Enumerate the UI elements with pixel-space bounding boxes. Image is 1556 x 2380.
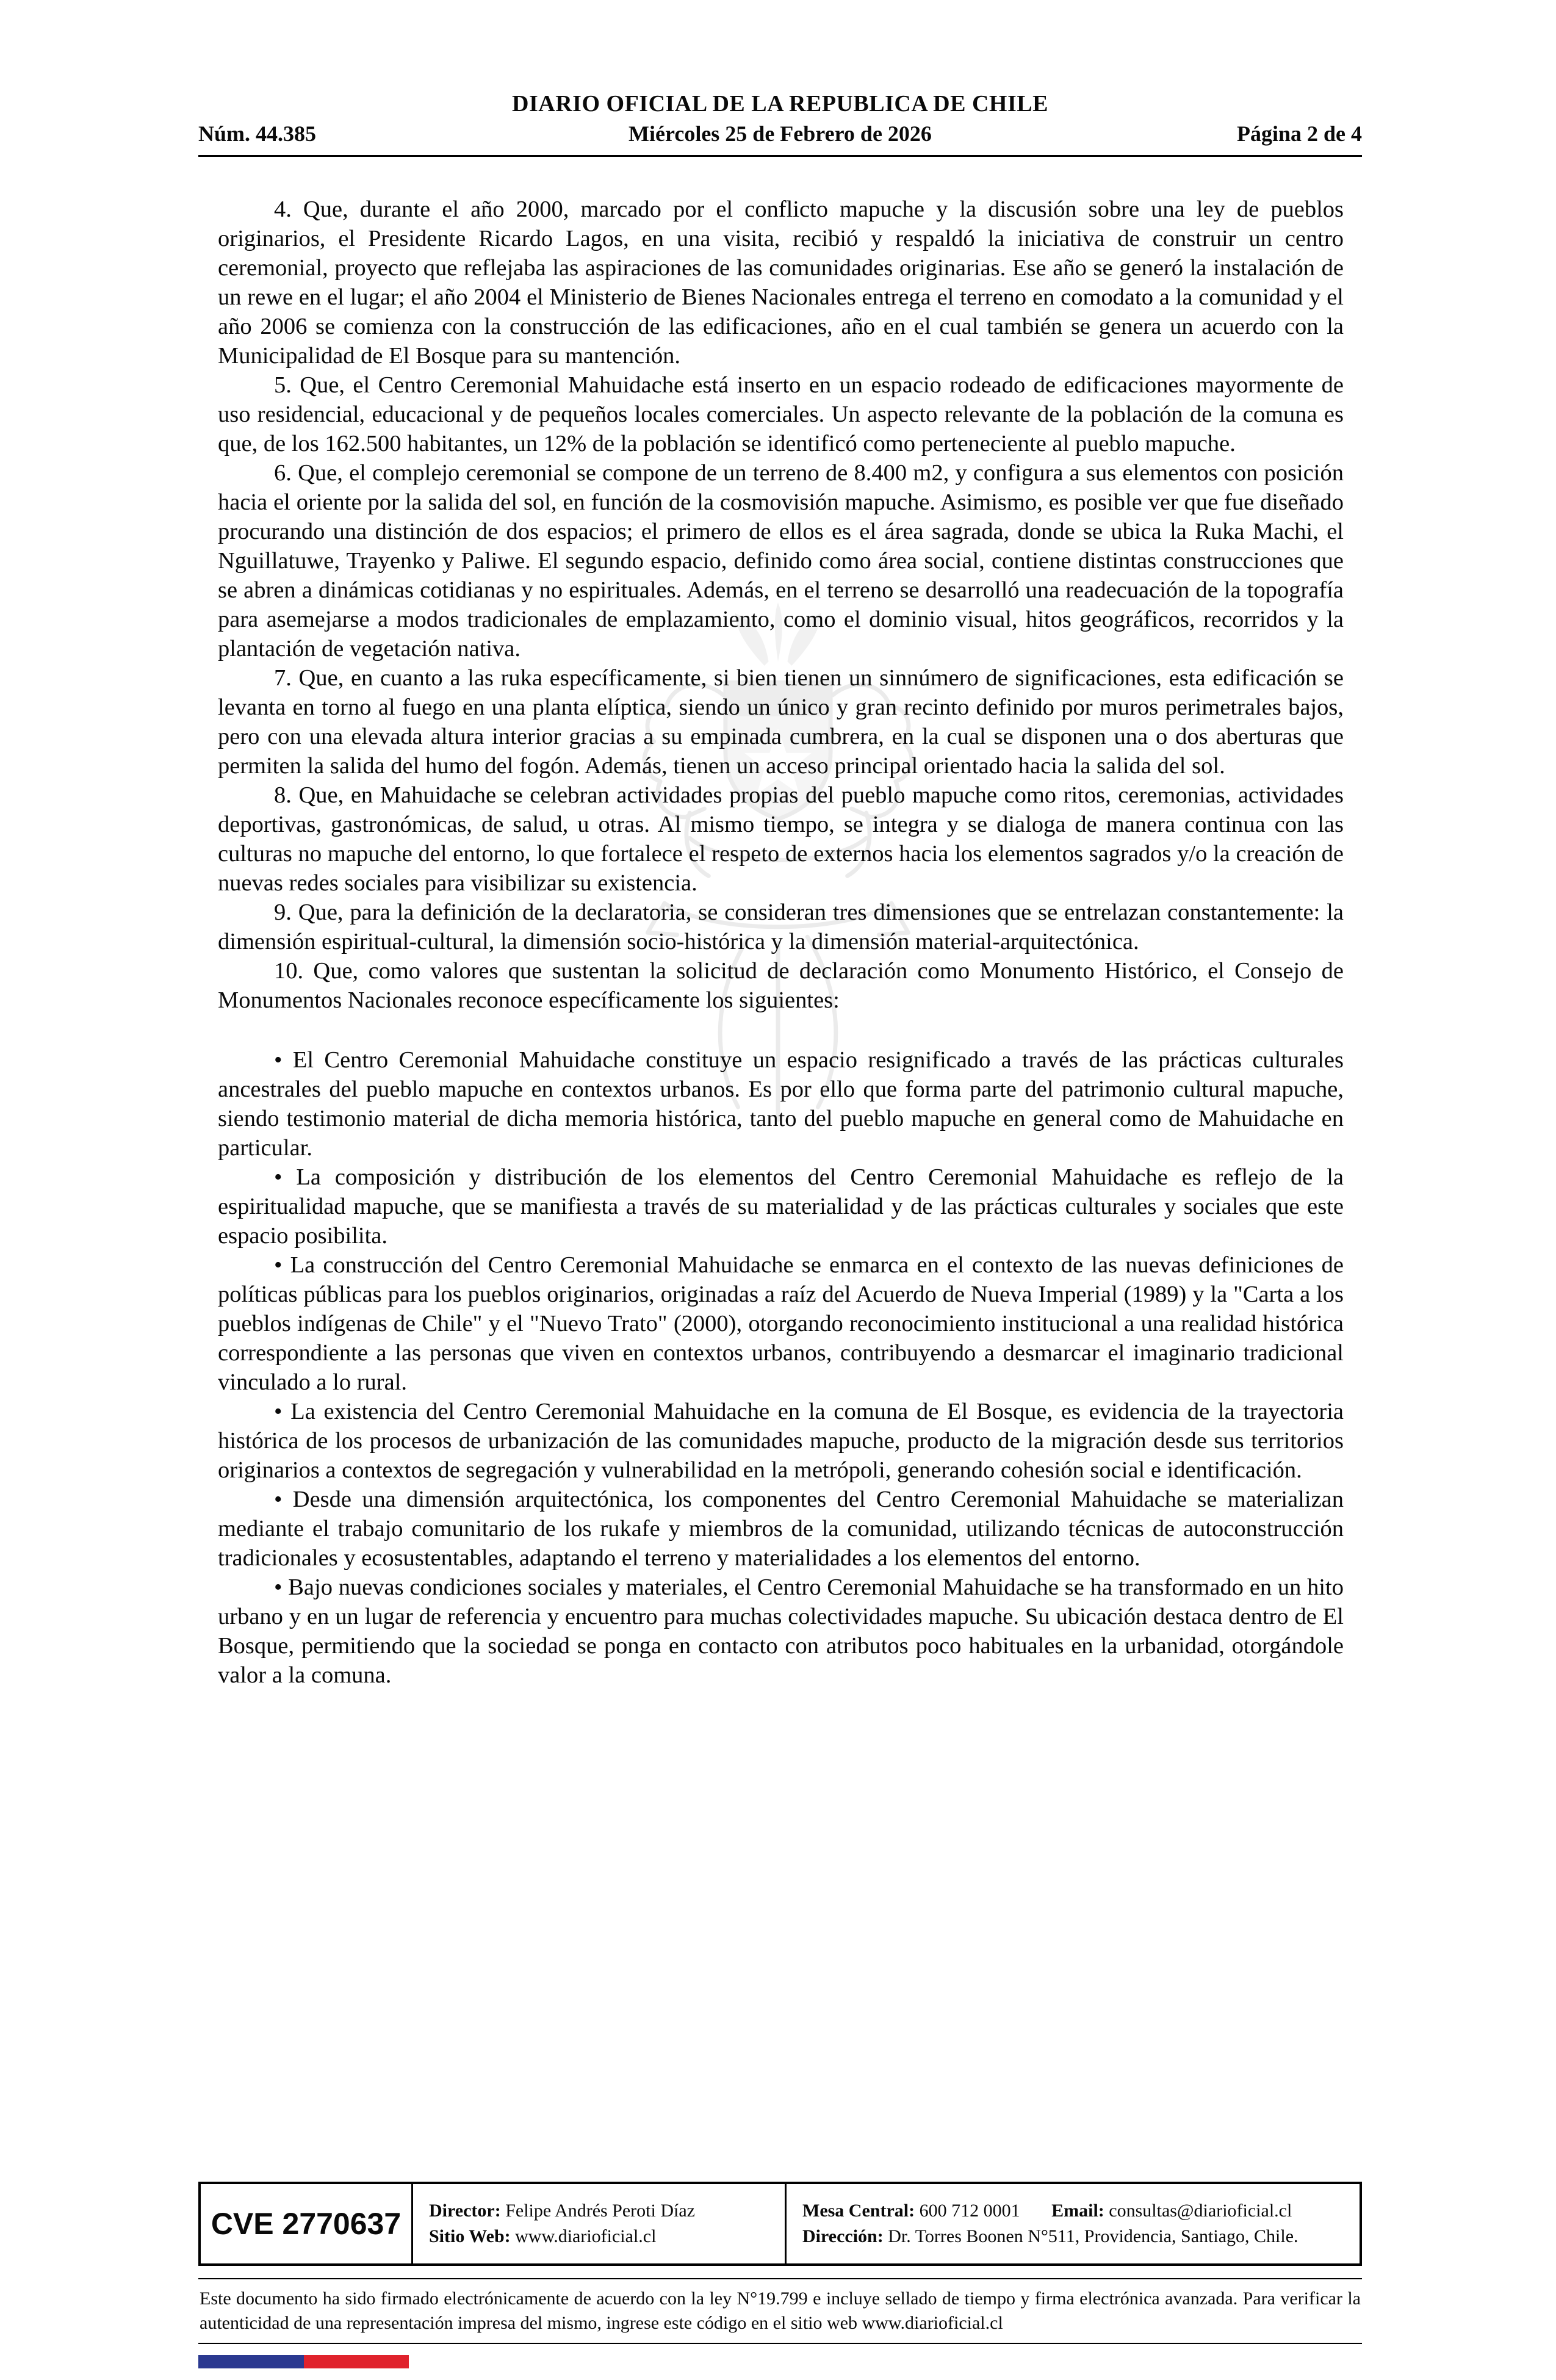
document-body	[198, 195, 1362, 1690]
page-footer	[198, 2182, 1362, 2368]
paragraph-6: 6. Que, el complejo ceremonial se compone de un terreno de 8.400 m2, y configura a sus elementos con posición hacia el oriente por la salida del sol, en función de la cosmovisión mapuche. Asimismo, es posible ver que fue diseñado procurando una distinción de dos espacios; el primero de ellos es el área sagrada, donde se ubica la Ruka Machi, el Nguillatuwe, Trayenko y Paliwe. El segundo espacio, definido como área social, contiene distintas construcciones que se abren a dinámicas cotidianas y no espirituales. Además, en el terreno se desarrolló una readecuación de la topografía para asemejarse a modos tradicionales de emplazamiento, como el dominio visual, hitos geográficos, recorridos y la plantación de vegetación nativa.	[218, 460, 1344, 662]
paragraph-8: 8. Que, en Mahuidache se celebran actividades propias del pueblo mapuche como ritos, ceremonias, actividades deportivas, gastronómicas, de salud, u otras. Al mismo tiempo, se integra y se dialoga de manera continua con las culturas no mapuche del entorno, lo que fortalece el respeto de externos hacia los elementos sagrados y/o la creación de nuevas redes sociales para visibilizar su existencia.	[218, 782, 1344, 896]
cve-code: CVE 2770637	[211, 2207, 402, 2241]
issue-number: Núm. 44.385	[198, 121, 317, 146]
issue-date: Miércoles 25 de Febrero de 2026	[629, 121, 932, 146]
chile-flag-strip-icon	[198, 2355, 409, 2368]
bullet-paragraph-4: • La existencia del Centro Ceremonial Mahuidache en la comuna de El Bosque, es evidencia de la trayectoria histórica de los procesos de urbanización de las comunidades mapuche, producto de la migración desde sus territorios originarios a contextos de segregación y vulnerabilidad en la metrópoli, generando cohesión social e identificación.	[218, 1399, 1344, 1483]
page-header	[198, 0, 1362, 157]
paragraph-9: 9. Que, para la definición de la declaratoria, se consideran tres dimensiones que se entrelazan constantemente: la dimensión espiritual-cultural, la dimensión socio-histórica y la dimensión material-arquitectónica.	[218, 900, 1344, 954]
website-label: Sitio Web:	[429, 2226, 511, 2246]
contact-info-cell	[785, 2184, 1360, 2263]
email-address: consultas@diarioficial.cl	[1109, 2201, 1292, 2221]
bullet-paragraph-3: • La construcción del Centro Ceremonial Mahuidache se enmarca en el contexto de las nuevas definiciones de políticas públicas para los pueblos originarios, originadas a raíz del Acuerdo de Nueva Imperial (1989) y la "Carta a los pueblos indígenas de Chile" y el "Nuevo Trato" (2000), otorgando reconocimiento institucional a una realidad histórica correspondiente a las personas que viven en contextos urbanos, contribuyendo a desmarcar el imaginario tradicional vinculado a lo rural.	[218, 1252, 1344, 1395]
bullet-paragraph-6: • Bajo nuevas condiciones sociales y materiales, el Centro Ceremonial Mahuidache se ha transformado en un hito urbano y en un lugar de referencia y encuentro para muchas colectividades mapuche. Su ubicación destaca dentro de El Bosque, permitiendo que la sociedad se ponga en contacto con atributos poco habituales en la urbanidad, otorgándole valor a la comuna.	[218, 1574, 1344, 1688]
bullet-paragraph-2: • La composición y distribución de los elementos del Centro Ceremonial Mahuidache es reflejo de la espiritualidad mapuche, que se manifiesta a través de su materialidad y de las prácticas culturales y sociales que este espacio posibilita.	[218, 1164, 1344, 1249]
address-label: Dirección:	[802, 2226, 884, 2246]
director-line	[429, 2198, 769, 2224]
flag-red-segment	[304, 2355, 409, 2368]
bullet-paragraph-1: • El Centro Ceremonial Mahuidache constituye un espacio resignificado a través de las prácticas culturales ancestrales del pueblo mapuche en contextos urbanos. Es por ello que forma parte del patrimonio cultural mapuche, siendo testimonio material de dicha memoria histórica, tanto del pueblo mapuche en general como de Mahuidache en particular.	[218, 1047, 1344, 1161]
paragraph-5: 5. Que, el Centro Ceremonial Mahuidache está inserto en un espacio rodeado de edificaciones mayormente de uso residencial, educacional y de pequeños locales comerciales. Un aspecto relevante de la población de la comuna es que, de los 162.500 habitantes, un 12% de la población se identificó como perteneciente al pueblo mapuche.	[218, 372, 1344, 456]
flag-blue-segment	[198, 2355, 304, 2368]
paragraph-4: 4. Que, durante el año 2000, marcado por el conflicto mapuche y la discusión sobre una ley de pueblos originarios, el Presidente Ricardo Lagos, en una visita, recibió y respaldó la iniciativa de construir un centro ceremonial, proyecto que reflejaba las aspiraciones de las comunidades originarias. Ese año se generó la instalación de un rewe en el lugar; el año 2004 el Ministerio de Bienes Nacionales entrega el terreno en comodato a la comunidad y el año 2006 se comienza con la construcción de las edificaciones, año en el cual también se genera un acuerdo con la Municipalidad de El Bosque para su mantención.	[218, 197, 1344, 369]
bullet-paragraph-5: • Desde una dimensión arquitectónica, los componentes del Centro Ceremonial Mahuidache se materializan mediante el trabajo comunitario de los rukafe y miembros de la comunidad, utilizando técnicas de autoconstrucción tradicionales y ecosustentables, adaptando el terreno y materialidades a los elementos del entorno.	[218, 1487, 1344, 1571]
phone-label: Mesa Central:	[802, 2201, 915, 2221]
phone-email-line	[802, 2198, 1344, 2224]
address-line	[802, 2224, 1344, 2249]
website-url: www.diarioficial.cl	[515, 2226, 657, 2246]
paragraph-7: 7. Que, en cuanto a las ruka específicamente, si bien tienen un sinnúmero de significaciones, esta edificación se levanta en torno al fuego en una planta elíptica, siendo un único y gran recinto definido por muros perimetrales bajos, pero con una elevada altura interior gracias a su empinada cumbrera, en la cual se disponen una o dos aberturas que permiten la salida del humo del fogón. Además, tienen un acceso principal orientado hacia la salida del sol.	[218, 665, 1344, 779]
director-info-cell	[411, 2184, 785, 2263]
header-meta-row	[198, 121, 1362, 157]
gazette-title: DIARIO OFICIAL DE LA REPUBLICA DE CHILE	[512, 91, 1048, 117]
paragraph-10: 10. Que, como valores que sustentan la solicitud de declaración como Monumento Histórico, el Consejo de Monumentos Nacionales reconoce específicamente los siguientes:	[218, 958, 1344, 1013]
director-name: Felipe Andrés Peroti Díaz	[505, 2201, 695, 2221]
director-label: Director:	[429, 2201, 501, 2221]
legal-disclaimer: Este documento ha sido firmado electrónicamente de acuerdo con la ley N°19.799 e incluye sellado de tiempo y firma electrónica avanzada. Para verificar la autenticidad de una representación impresa del mismo, ingrese este código en el sitio web www.diarioficial.cl	[198, 2278, 1362, 2344]
phone-number: 600 712 0001	[919, 2201, 1020, 2221]
cve-box	[198, 2182, 1362, 2266]
email-label: Email:	[1051, 2201, 1104, 2221]
website-line	[429, 2224, 769, 2249]
address-value: Dr. Torres Boonen N°511, Providencia, Santiago, Chile.	[888, 2226, 1298, 2246]
page-indicator: Página 2 de 4	[1236, 121, 1362, 146]
